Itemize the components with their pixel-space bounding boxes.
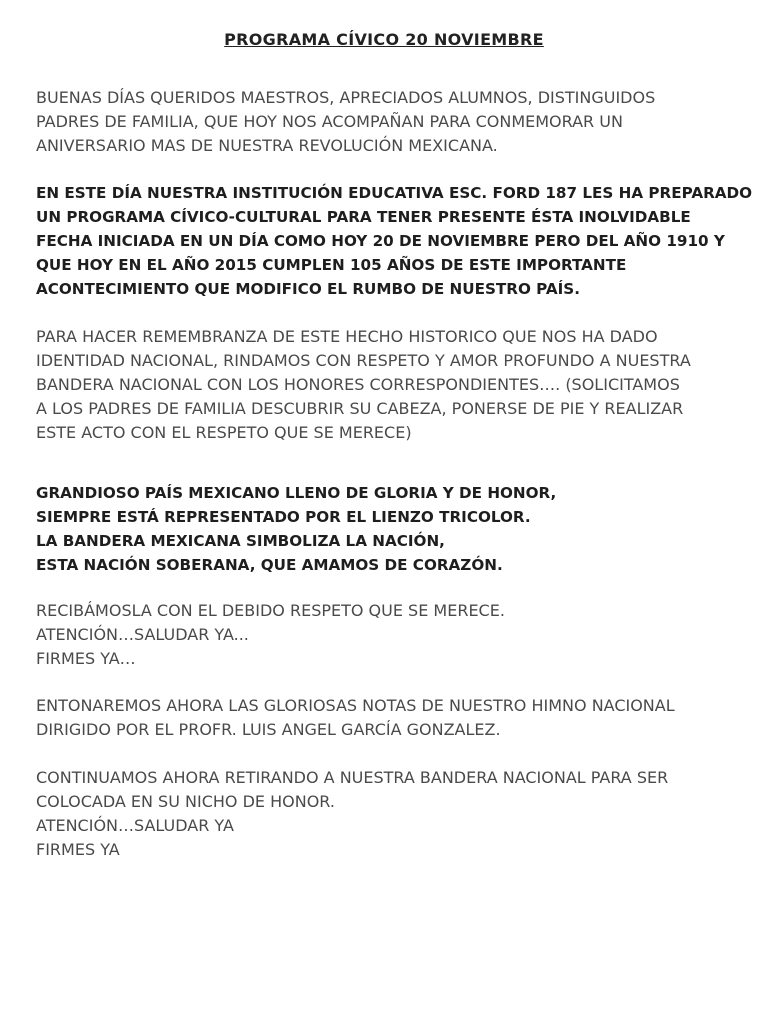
paragraph-line: ATENCIÓN…SALUDAR YA	[36, 816, 234, 835]
salute-paragraph	[36, 599, 736, 671]
verse-line: GRANDIOSO PAÍS MEXICANO LLENO DE GLORIA Y DE HONOR,	[36, 484, 557, 502]
greeting-paragraph	[36, 86, 736, 158]
paragraph-line: ENTONAREMOS AHORA LAS GLORIOSAS NOTAS DE NUESTRO HIMNO NACIONAL	[36, 696, 675, 715]
paragraph-line: CONTINUAMOS AHORA RETIRANDO A NUESTRA BANDERA NACIONAL PARA SER	[36, 768, 669, 787]
verse-line: ESTA NACIÓN SOBERANA, QUE AMAMOS DE CORAZÓN.	[36, 556, 503, 574]
paragraph-line: FECHA INICIADA EN UN DÍA COMO HOY 20 DE NOVIEMBRE PERO DEL AÑO 1910 Y	[36, 232, 725, 250]
paragraph-line: BANDERA NACIONAL CON LOS HONORES CORRESPONDIENTES…. (SOLICITAMOS	[36, 375, 680, 394]
paragraph-line: A LOS PADRES DE FAMILIA DESCUBRIR SU CABEZA, PONERSE DE PIE Y REALIZAR	[36, 399, 684, 418]
flag-retirement-paragraph	[36, 766, 736, 862]
paragraph-line: ANIVERSARIO MAS DE NUESTRA REVOLUCIÓN MEXICANA.	[36, 136, 498, 155]
paragraph-line: FIRMES YA	[36, 840, 120, 859]
paragraph-line: ESTE ACTO CON EL RESPETO QUE SE MERECE)	[36, 423, 412, 442]
paragraph-line: COLOCADA EN SU NICHO DE HONOR.	[36, 792, 335, 811]
paragraph-line: IDENTIDAD NACIONAL, RINDAMOS CON RESPETO Y AMOR PROFUNDO A NUESTRA	[36, 351, 691, 370]
program-intro-paragraph	[36, 181, 753, 301]
paragraph-line: PARA HACER REMEMBRANZA DE ESTE HECHO HISTORICO QUE NOS HA DADO	[36, 327, 658, 346]
paragraph-line: UN PROGRAMA CÍVICO-CULTURAL PARA TENER PRESENTE ÉSTA INOLVIDABLE	[36, 208, 691, 226]
paragraph-line: PADRES DE FAMILIA, QUE HOY NOS ACOMPAÑAN PARA CONMEMORAR UN	[36, 112, 623, 131]
paragraph-line: ATENCIÓN…SALUDAR YA...	[36, 625, 249, 644]
verse-paragraph	[36, 481, 736, 577]
paragraph-line: RECIBÁMOSLA CON EL DEBIDO RESPETO QUE SE MERECE.	[36, 601, 505, 620]
flag-honors-paragraph	[36, 325, 736, 445]
paragraph-line: ACONTECIMIENTO QUE MODIFICO EL RUMBO DE NUESTRO PAÍS.	[36, 280, 580, 298]
verse-line: SIEMPRE ESTÁ REPRESENTADO POR EL LIENZO TRICOLOR.	[36, 508, 531, 526]
paragraph-line: QUE HOY EN EL AÑO 2015 CUMPLEN 105 AÑOS DE ESTE IMPORTANTE	[36, 256, 627, 274]
paragraph-line: FIRMES YA…	[36, 649, 136, 668]
verse-line: LA BANDERA MEXICANA SIMBOLIZA LA NACIÓN,	[36, 532, 445, 550]
document-title: PROGRAMA CÍVICO 20 NOVIEMBRE	[224, 30, 544, 49]
paragraph-line: EN ESTE DÍA NUESTRA INSTITUCIÓN EDUCATIVA ESC. FORD 187 LES HA PREPARADO	[36, 184, 753, 202]
anthem-paragraph	[36, 694, 736, 742]
paragraph-line: BUENAS DÍAS QUERIDOS MAESTROS, APRECIADOS ALUMNOS, DISTINGUIDOS	[36, 88, 656, 107]
paragraph-line: DIRIGIDO POR EL PROFR. LUIS ANGEL GARCÍA GONZALEZ.	[36, 720, 501, 739]
